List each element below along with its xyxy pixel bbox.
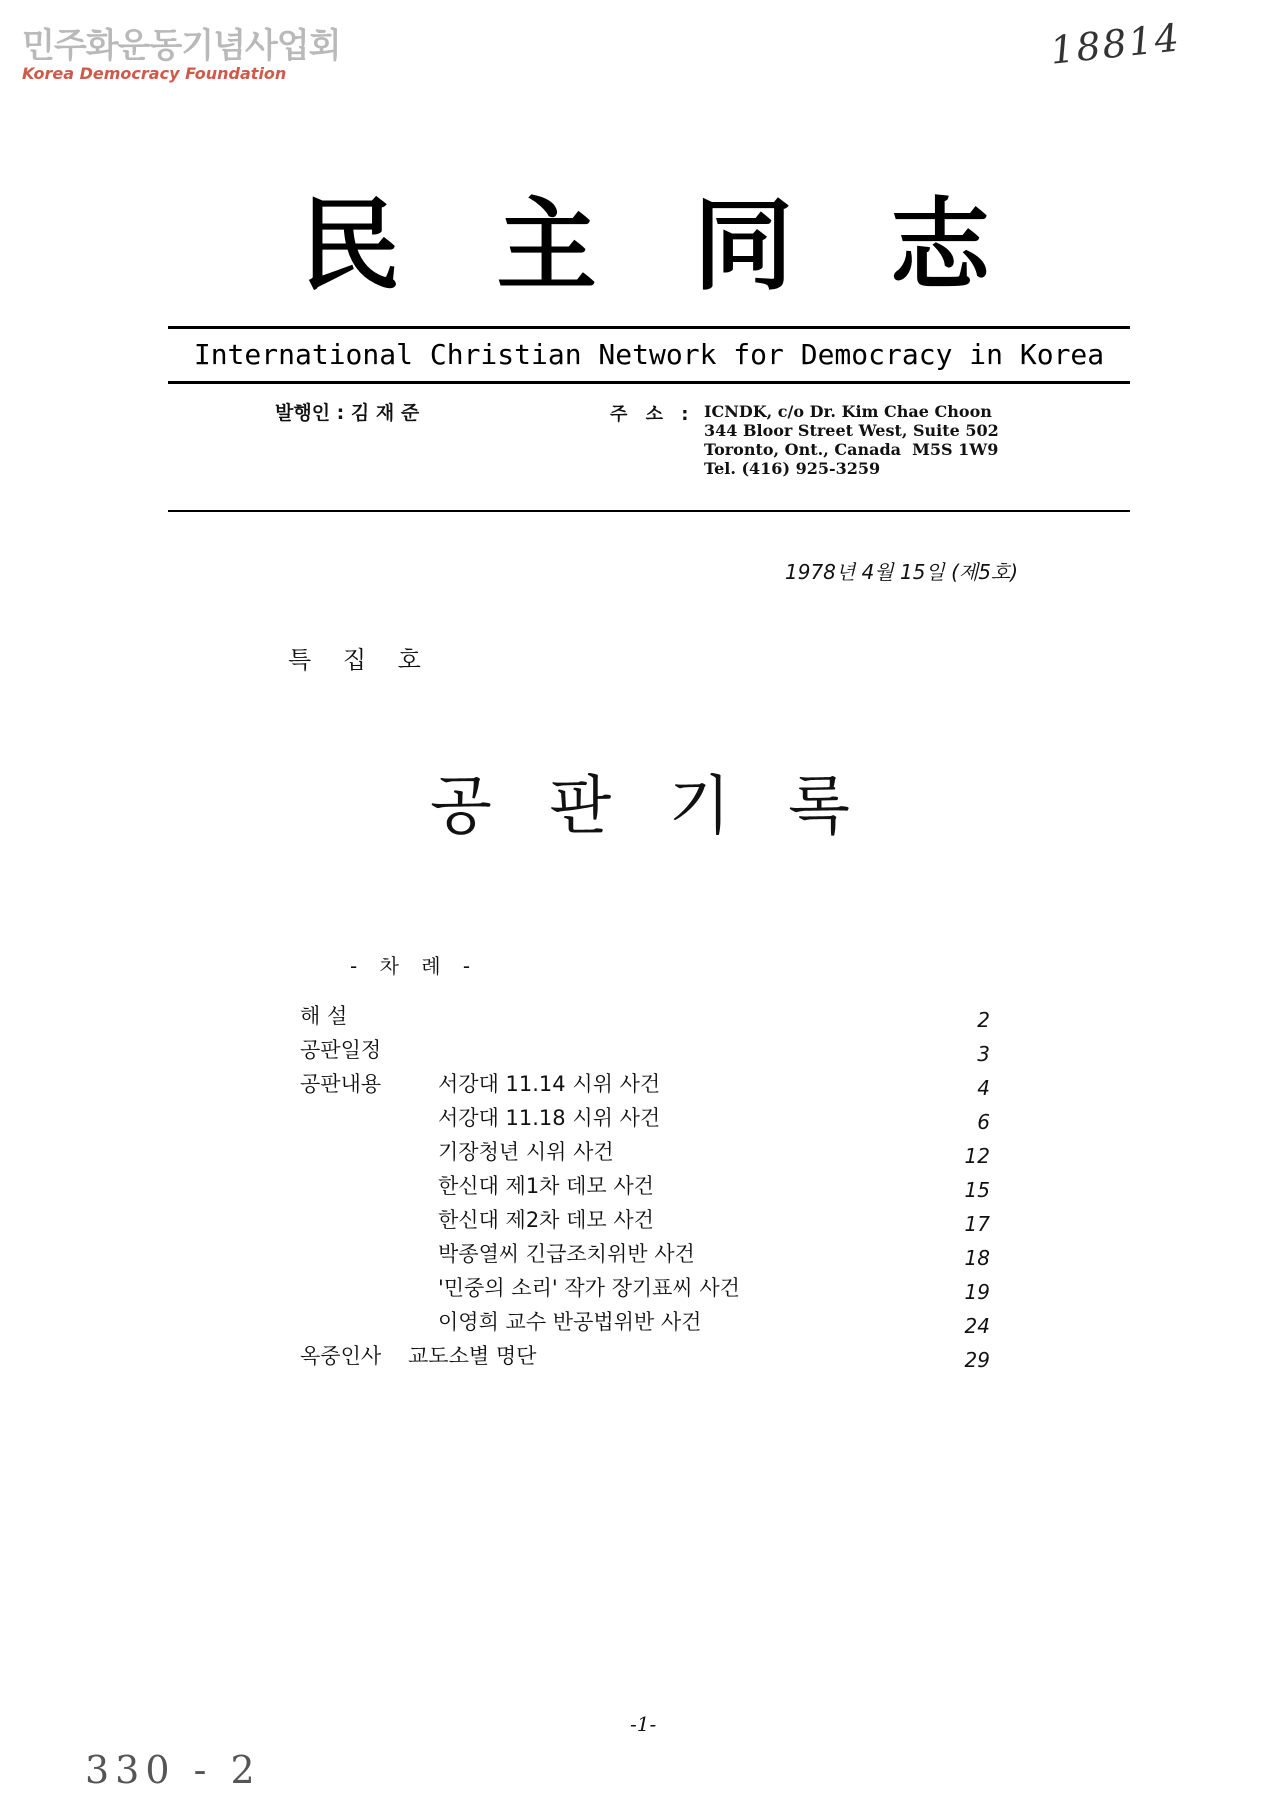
page-number: -1-: [630, 1712, 657, 1736]
org-title: International Christian Network for Democracy in Korea: [193, 338, 1105, 371]
toc-page: 4: [977, 1076, 990, 1100]
toc-item: [0, 1170, 1279, 1204]
toc-item: [0, 1102, 1279, 1136]
masthead-char: 民: [300, 186, 400, 304]
masthead-char: 同: [693, 186, 794, 304]
masthead: [300, 180, 990, 310]
toc-page: 17: [964, 1212, 990, 1236]
toc-title: 박종열씨 긴급조치위반 사건: [438, 1242, 695, 1266]
toc-item: [0, 1272, 1279, 1306]
toc-page: 3: [977, 1042, 990, 1066]
toc-section: 해 설: [300, 1004, 348, 1028]
toc-item: [0, 1068, 1279, 1102]
toc-page: 29: [964, 1348, 990, 1372]
toc-heading: - 차 례 -: [350, 954, 479, 978]
toc-title: '민중의 소리' 작가 장기표씨 사건: [438, 1276, 740, 1300]
bottom-rule: [168, 510, 1130, 512]
toc-item: [0, 1000, 1279, 1034]
toc-page: 15: [964, 1178, 990, 1202]
main-title-char: 록: [788, 770, 850, 844]
toc-title: 교도소별 명단: [408, 1344, 537, 1368]
toc-item: [0, 1238, 1279, 1272]
toc-title: 한신대 제1차 데모 사건: [438, 1174, 654, 1198]
toc-section: 옥중인사: [300, 1344, 382, 1368]
publisher: 발행인 : 김 재 준: [275, 402, 420, 424]
address-line: ICNDK, c/o Dr. Kim Chae Choon: [704, 402, 992, 421]
toc-section: 공판일정: [300, 1038, 382, 1062]
main-title-char: 공: [430, 770, 492, 844]
address-line: Tel. (416) 925-3259: [704, 459, 881, 478]
toc-page: 2: [977, 1008, 990, 1032]
toc-title: 한신대 제2차 데모 사건: [438, 1208, 654, 1232]
address-line: Toronto, Ont., Canada M5S 1W9: [704, 440, 999, 459]
handwritten-number: 18814: [1048, 15, 1183, 73]
handwritten-note: 330 - 2: [85, 1748, 261, 1792]
toc-item: [0, 1306, 1279, 1340]
watermark-english: Korea Democracy Foundation: [22, 64, 287, 83]
watermark-korean: 민주화운동기념사업회: [22, 26, 341, 66]
masthead-char: 主: [496, 186, 597, 304]
toc-page: 18: [964, 1246, 990, 1270]
top-rule: [168, 326, 1130, 329]
toc-page: 19: [964, 1280, 990, 1304]
toc-item: [0, 1136, 1279, 1170]
toc-item: [0, 1034, 1279, 1068]
issue-date: 1978년 4월 15일 (제5호): [785, 560, 1019, 584]
table-of-contents: [0, 1000, 1279, 1400]
toc-title: 서강대 11.14 시위 사건: [438, 1072, 661, 1096]
main-title-char: 판: [549, 770, 612, 844]
toc-page: 24: [964, 1314, 990, 1338]
toc-title: 서강대 11.18 시위 사건: [438, 1106, 661, 1130]
special-issue-label: 특 집 호: [288, 646, 433, 674]
middle-rule: [168, 381, 1130, 384]
address-line: 344 Bloor Street West, Suite 502: [704, 421, 999, 440]
toc-item: [0, 1340, 1279, 1374]
masthead-char: 志: [889, 186, 990, 304]
toc-page: 12: [964, 1144, 990, 1168]
address-label: 주 소 :: [610, 404, 695, 425]
address-block: [704, 402, 999, 478]
main-title: [430, 755, 850, 847]
toc-page: 6: [977, 1110, 990, 1134]
toc-item: [0, 1204, 1279, 1238]
toc-section: 공판내용: [300, 1072, 382, 1096]
main-title-char: 기: [668, 770, 731, 844]
toc-title: 기장청년 시위 사건: [438, 1140, 614, 1164]
toc-title: 이영희 교수 반공법위반 사건: [438, 1310, 702, 1334]
